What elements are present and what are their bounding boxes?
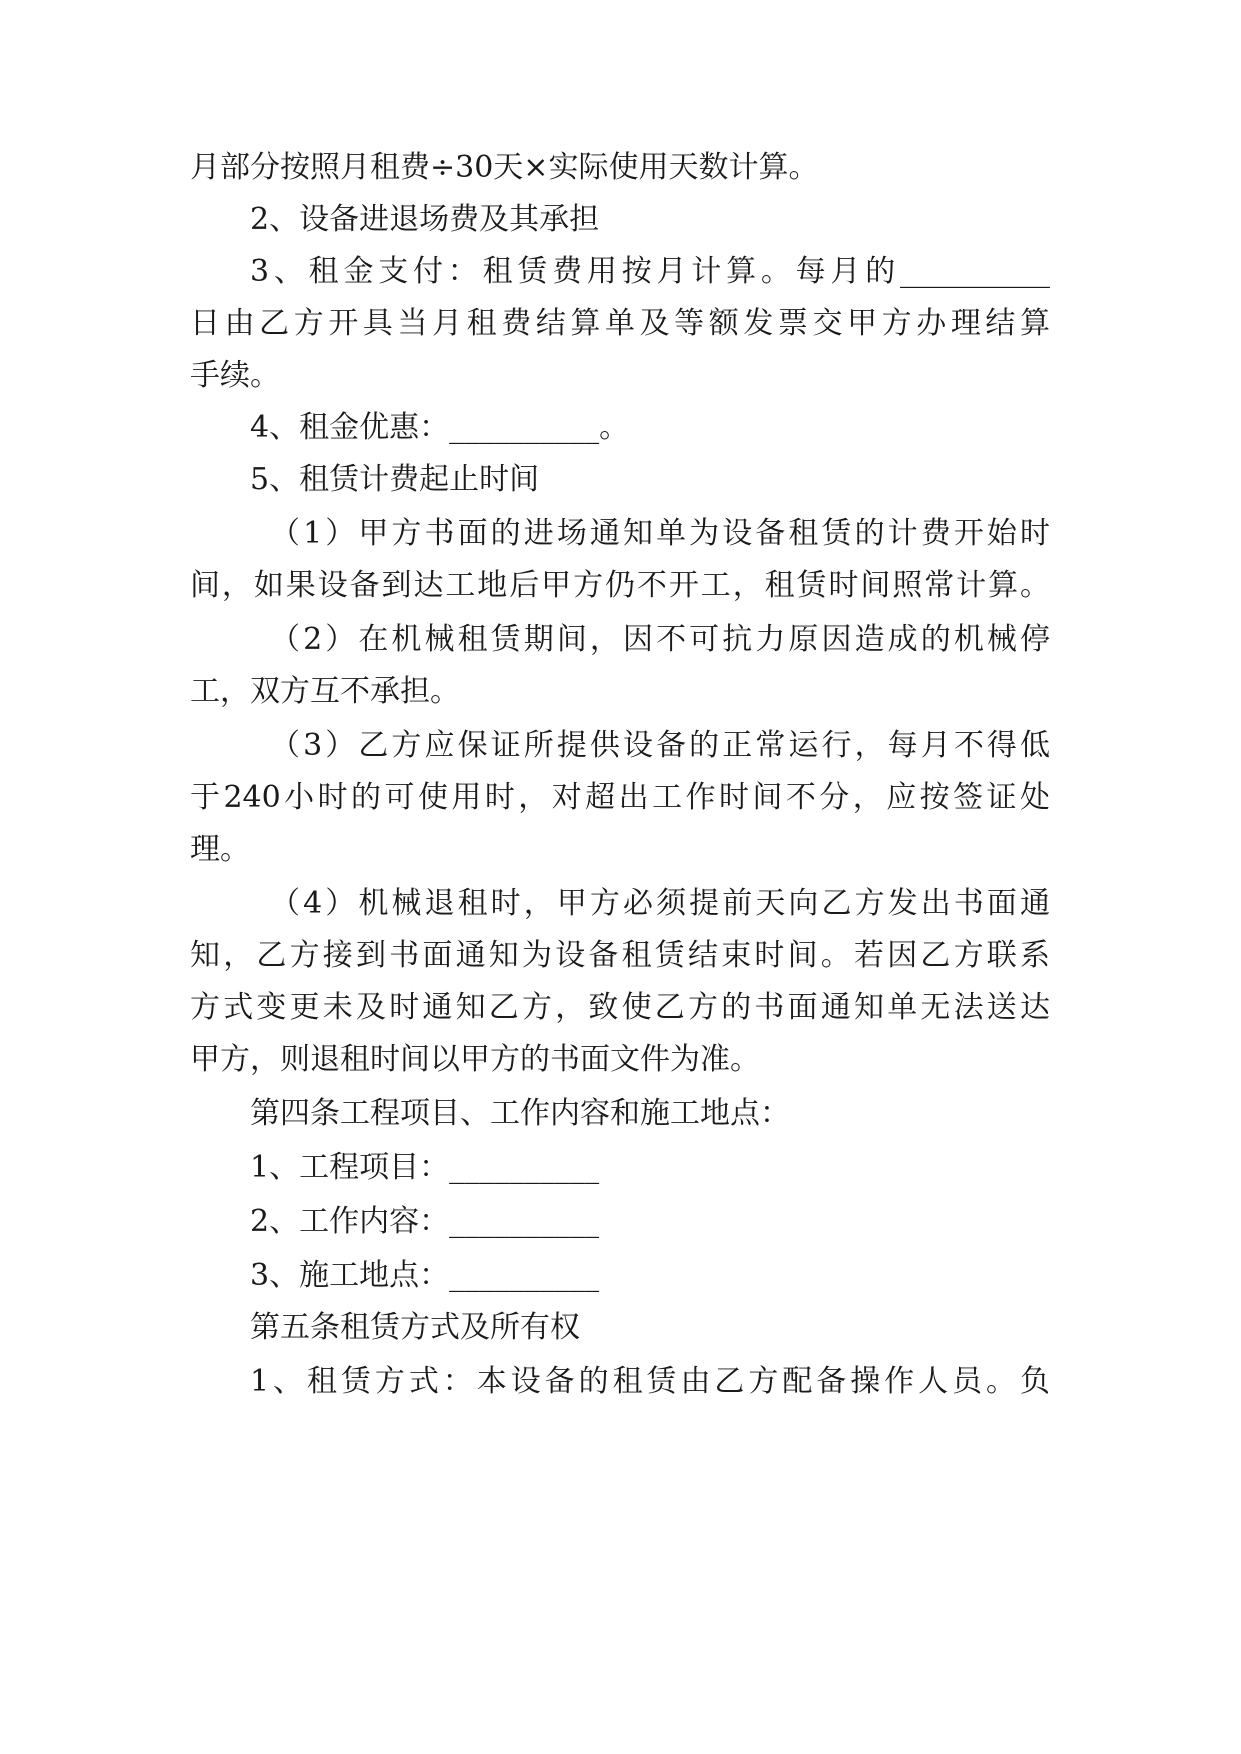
section-heading xyxy=(0,1094,1241,1134)
line-text: 知，乙方接到书面通知为设备租赁结束时间。若因乙方联系 xyxy=(190,938,1050,973)
line-text: （2）在机械租赁期间，因不可抗力原因造成的机械停 xyxy=(270,622,1050,657)
paragraph-line xyxy=(0,988,1241,1028)
paragraph-line xyxy=(0,672,1241,712)
line-text: 1、工程项目：__________ xyxy=(250,1150,600,1185)
line-text: 工，双方互不承担。 xyxy=(190,674,460,709)
paragraph-line xyxy=(0,1148,1241,1188)
paragraph-line xyxy=(0,936,1241,976)
line-text: 甲方，则退租时间以甲方的书面文件为准。 xyxy=(190,1042,760,1077)
paragraph-line xyxy=(0,726,1241,766)
line-text: 月部分按照月租费÷30天×实际使用天数计算。 xyxy=(190,150,819,185)
line-text: 日由乙方开具当月租费结算单及等额发票交甲方办理结算 xyxy=(190,306,1050,341)
line-text: 方式变更未及时通知乙方，致使乙方的书面通知单无法送达 xyxy=(190,990,1050,1025)
line-text: 3、租金支付：租赁费用按月计算。每月的__________ xyxy=(250,254,1050,289)
line-text: 2、设备进退场费及其承担 xyxy=(250,202,600,237)
paragraph-line xyxy=(0,1362,1241,1402)
paragraph-line xyxy=(0,408,1241,448)
line-text: （3）乙方应保证所提供设备的正常运行，每月不得低 xyxy=(270,728,1050,763)
paragraph-line xyxy=(0,148,1241,188)
line-text: 手续。 xyxy=(190,358,280,393)
paragraph-line xyxy=(0,460,1241,500)
paragraph-line xyxy=(0,200,1241,240)
line-text: 2、工作内容：__________ xyxy=(250,1204,600,1239)
paragraph-line xyxy=(0,778,1241,818)
line-text: 间，如果设备到达工地后甲方仍不开工，租赁时间照常计算。 xyxy=(190,568,1050,603)
paragraph-line xyxy=(0,1202,1241,1242)
line-text: 5、租赁计费起止时间 xyxy=(250,462,540,497)
line-text: 理。 xyxy=(190,832,250,867)
paragraph-line xyxy=(0,356,1241,396)
line-text: （1）甲方书面的进场通知单为设备租赁的计费开始时 xyxy=(270,516,1050,551)
section-heading xyxy=(0,1308,1241,1348)
paragraph-line xyxy=(0,252,1241,292)
line-text: 第五条租赁方式及所有权 xyxy=(250,1310,580,1345)
paragraph-line xyxy=(0,620,1241,660)
line-text: 第四条工程项目、工作内容和施工地点： xyxy=(250,1096,790,1131)
line-text: 4、租金优惠：__________。 xyxy=(250,410,630,445)
paragraph-line xyxy=(0,514,1241,554)
paragraph-line xyxy=(0,1256,1241,1296)
line-text: （4）机械退租时，甲方必须提前天向乙方发出书面通 xyxy=(270,886,1050,921)
line-text: 1、租赁方式：本设备的租赁由乙方配备操作人员。负 xyxy=(250,1364,1050,1399)
line-text: 于240小时的可使用时，对超出工作时间不分，应按签证处 xyxy=(190,780,1050,815)
paragraph-line xyxy=(0,566,1241,606)
paragraph-line xyxy=(0,830,1241,870)
line-text: 3、施工地点：__________ xyxy=(250,1258,600,1293)
paragraph-line xyxy=(0,1040,1241,1080)
paragraph-line xyxy=(0,884,1241,924)
paragraph-line xyxy=(0,304,1241,344)
